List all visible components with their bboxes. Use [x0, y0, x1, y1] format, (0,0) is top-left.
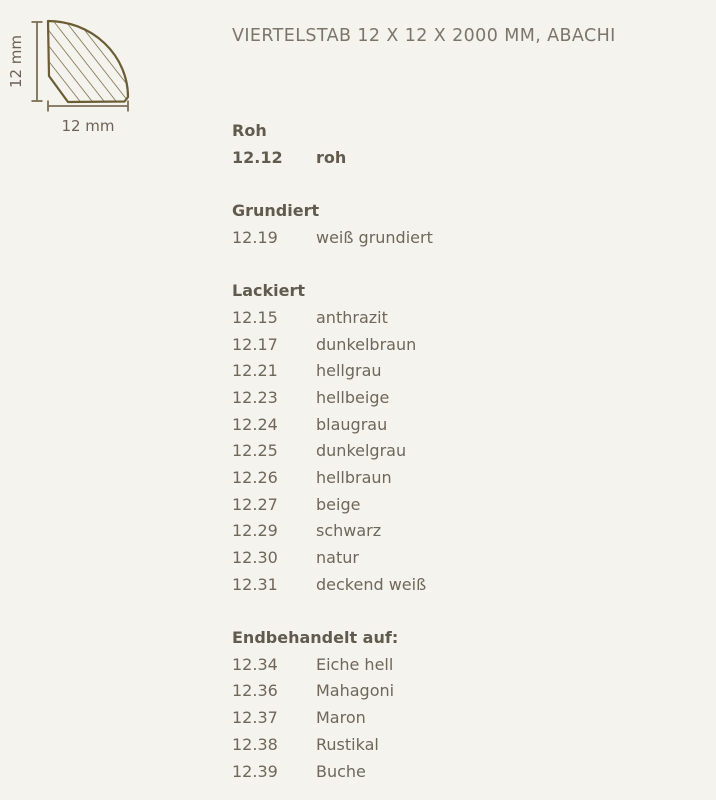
- variant-row: [232, 652, 433, 679]
- height-dimension: [7, 22, 43, 101]
- variant-section: [232, 625, 433, 785]
- variant-row: [232, 385, 433, 412]
- variant-row: [232, 332, 433, 359]
- variant-code: 12.34: [232, 654, 278, 674]
- variant-name: hellbraun: [316, 467, 392, 487]
- variant-list: [232, 118, 433, 800]
- variant-code: 12.39: [232, 761, 278, 781]
- variant-name: blaugrau: [316, 414, 388, 434]
- variant-code: 12.21: [232, 361, 278, 381]
- variant-code: 12.37: [232, 708, 278, 728]
- variant-row: [232, 492, 433, 519]
- variant-row: [232, 438, 433, 465]
- profile-cross-section: [48, 21, 128, 102]
- variant-code: 12.23: [232, 387, 278, 407]
- variant-row: [232, 225, 433, 252]
- variant-section: [232, 198, 433, 251]
- variant-code: 12.26: [232, 467, 278, 487]
- variant-code: 12.12: [232, 147, 283, 167]
- section-header: Grundiert: [232, 201, 320, 221]
- variant-row: [232, 145, 433, 172]
- variant-name: deckend weiß: [316, 574, 427, 594]
- variant-name: hellgrau: [316, 361, 382, 381]
- variant-code: 12.36: [232, 681, 278, 701]
- variant-row: [232, 305, 433, 332]
- section-header: Roh: [232, 121, 267, 140]
- variant-name: Eiche hell: [316, 654, 394, 674]
- variant-row: [232, 412, 433, 439]
- variant-name: Mahagoni: [316, 681, 395, 701]
- variant-code: 12.17: [232, 334, 278, 354]
- variant-name: Rustikal: [316, 734, 379, 754]
- height-dimension-label: 12 mm: [7, 34, 25, 89]
- variant-row: [232, 572, 433, 599]
- profile-outline: [48, 21, 128, 102]
- variant-code: 12.27: [232, 494, 278, 514]
- variant-section: [232, 118, 433, 171]
- variant-code: 12.38: [232, 734, 278, 754]
- section-header: Lackiert: [232, 281, 305, 301]
- variant-name: weiß grundiert: [316, 227, 433, 247]
- width-dimension: [48, 101, 128, 136]
- variant-code: 12.30: [232, 548, 278, 567]
- variant-code: 12.29: [232, 521, 278, 541]
- page-title: VIERTELSTAB 12 X 12 X 2000 MM, ABACHI: [232, 26, 616, 46]
- variant-code: 12.19: [232, 227, 278, 247]
- variant-row: [232, 518, 433, 545]
- variant-name: dunkelbraun: [316, 334, 417, 354]
- variant-code: 12.25: [232, 441, 278, 461]
- variant-name: natur: [316, 548, 359, 567]
- variant-row: [232, 705, 433, 732]
- variant-row: [232, 465, 433, 492]
- variant-name: roh: [316, 147, 347, 167]
- variant-name: Buche: [316, 761, 366, 781]
- variant-name: dunkelgrau: [316, 441, 407, 461]
- variant-row: [232, 732, 433, 759]
- section-header: Endbehandelt auf:: [232, 628, 399, 648]
- variant-row: [232, 545, 433, 572]
- variant-name: beige: [316, 494, 361, 514]
- variant-name: anthrazit: [316, 307, 388, 327]
- variant-row: [232, 358, 433, 385]
- variant-code: 12.24: [232, 414, 278, 434]
- variant-name: schwarz: [316, 521, 382, 541]
- variant-code: 12.15: [232, 307, 278, 327]
- width-dimension-label: 12 mm: [61, 117, 115, 135]
- profile-diagram: [6, 6, 146, 140]
- variant-name: Maron: [316, 708, 366, 728]
- variant-name: hellbeige: [316, 387, 390, 407]
- variant-code: 12.31: [232, 574, 278, 594]
- variant-section: [232, 278, 433, 598]
- variant-row: [232, 759, 433, 786]
- variant-row: [232, 678, 433, 705]
